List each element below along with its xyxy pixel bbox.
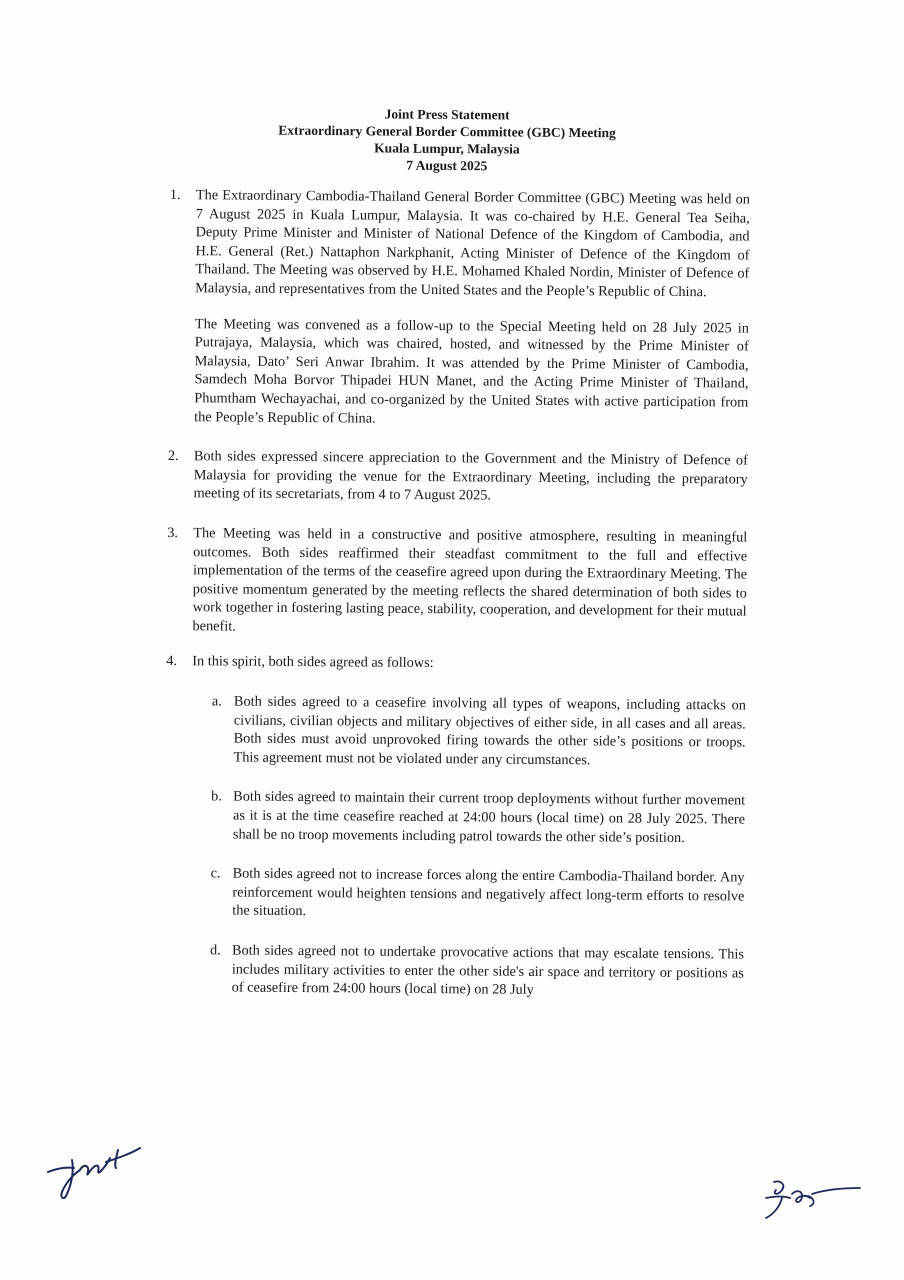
list-item-label: d.: [209, 942, 221, 959]
list-item-c: [210, 865, 744, 925]
list-item-label: c.: [210, 865, 221, 882]
paragraph-number: 4.: [166, 653, 178, 670]
list-item-text: Both sides agreed not to increase forces along the entire Cambodia-Thailand border. Any reinforcement would heighten tensions and negatively affect long-term efforts to resolve the situation.: [232, 865, 745, 920]
list-item-text: Both sides agreed to a ceasefire involving all types of weapons, including attacks on civilians, civilian objects and military objectives of either side, in all cases and all areas. Both sides must avoid unprovoked firing towards the other side’s positions or troops. This agreement must not be violated under any circumstances.: [233, 693, 746, 769]
list-item-text: Both sides agreed to maintain their current troop deployments without further movement as it is at the time ceasefire reached at 24:00 hours (local time) on 28 July 2025. There shall be no troop movements including patrol towards the other side’s position.: [232, 788, 746, 846]
list-item-d: [210, 941, 744, 1001]
document-header: [0, 102, 904, 177]
header-location: Kuala Lumpur, Malaysia: [374, 140, 520, 157]
header-meeting-name: Extraordinary General Border Committee (GBC) Meeting: [278, 122, 616, 141]
list-item-a: [211, 692, 746, 771]
paragraph-1: [169, 186, 750, 302]
paragraph-number: 2.: [167, 448, 179, 465]
paragraph-text: Both sides expressed sincere appreciation to the Government and the Ministry of Defence of Malaysia for providing the venue for the Extraordinary Meeting, including the preparatory meeting of its secretariats, from 4 to 7 August 2025.: [193, 448, 748, 504]
paragraph-2: [168, 447, 748, 507]
left-signature-icon: [44, 1138, 148, 1204]
paragraph-text: In this spirit, both sides agreed as follows:: [192, 653, 434, 672]
paragraph-number: 3.: [167, 524, 179, 541]
paragraph-3: [166, 524, 747, 640]
list-item-text: Both sides agreed not to undertake provocative actions that may escalate tensions. This includes military activities to enter the other side's air space and territory or positions as of ceasefire from 24:00 hours (local time) on 28 July: [231, 942, 745, 999]
list-item-b: [211, 788, 745, 848]
paragraph-text: The Extraordinary Cambodia-Thailand General Border Committee (GBC) Meeting was held on 7 August 2025 in Kuala Lumpur, Malaysia. It was co-chaired by H.E. General Tea Seiha, Deputy Prime Minister and Minister of National Defence of the Kingdom of Cambodia, and H.E. General (Ret.) Nattaphon Narkphanit, Acting Minister of Defence of the Kingdom of Thailand. The Meeting was observed by H.E. Mohamed Khaled Nordin, Minister of Defence of Malaysia, and representatives from the United States and the People’s Republic of China.: [195, 187, 750, 301]
list-item-label: a.: [211, 693, 222, 710]
paragraph-number: 1.: [169, 186, 181, 204]
paragraph-1-continuation: The Meeting was convened as a follow-up to the Special Meeting held on 28 July 2025 in Putrajaya, Malaysia, which was chaired, hosted, and witnessed by the Prime Minister of Malaysia, Dato’ Seri Anwar Ibrahim. It was attended by the Prime Minister of Cambodia, Samdech Moha Borvor Thipadei HUN Manet, and the Acting Prime Minister of Thailand, Phumtham Wechayachai, and co-organized by the United States with active participation from the People’s Republic of China.: [194, 315, 749, 427]
header-date: 7 August 2025: [406, 157, 488, 174]
header-title: Joint Press Statement: [384, 106, 510, 123]
list-item-label: b.: [211, 788, 223, 805]
paragraph-text: The Meeting was held in a constructive and positive atmosphere, resulting in meaningful outcomes. Both sides reaffirmed their steadfast commitment to the full and effective implementation of the terms of the ceasefire agreed upon during the Extraordinary Meeting. The positive momentum generated by the meeting reflects the shared determination of both sides to work together in fostering lasting peace, stability, cooperation, and development for their mutual benefit.: [192, 525, 748, 635]
right-signature-icon: [752, 1172, 872, 1228]
document-body: [164, 186, 750, 1001]
